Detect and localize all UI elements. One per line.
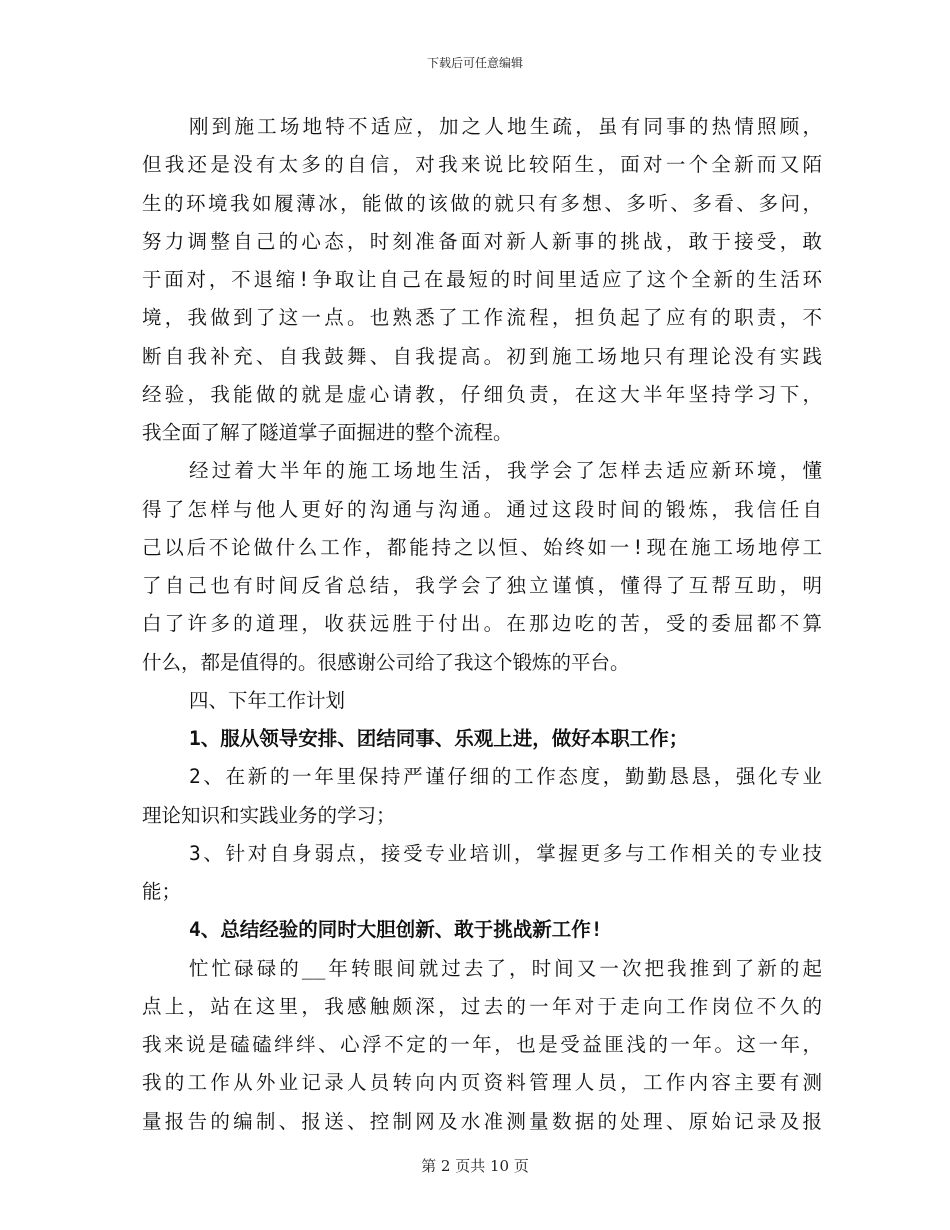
text-line: 理论知识和实践业务的学习； (142, 803, 396, 827)
text-line: 了自己也有时间反省总结，我学会了独立谨慎，懂得了互帮互助，明 (142, 574, 822, 597)
text-line: 努力调整自己的心态，时刻准备面对新人新事的挑战，敢于接受，敢 (142, 229, 822, 253)
text-line: 于面对，不退缩!争取让自己在最短的时间里适应了这个全新的生活环 (142, 268, 822, 291)
page-header: 下载后可任意编辑 (426, 56, 523, 70)
text-line: 经过着大半年的施工场地生活，我学会了怎样去适应新环境，懂 (189, 459, 822, 483)
text-line: 点上，站在这里，我感触颇深，过去的一年对于走向工作岗位不久的 (142, 994, 822, 1018)
text-line: 1、服从领导安排、团结同事、乐观上进，做好本职工作； (189, 727, 689, 750)
text-line: 生的环境我如履薄冰，能做的该做的就只有多想、多听、多看、多问， (142, 191, 822, 215)
text-line: 什么，都是值得的。很感谢公司给了我这个锻炼的平台。 (142, 650, 630, 674)
text-line: 我来说是磕磕绊绊、心浮不定的一年，也是受益匪浅的一年。这一年， (142, 1033, 822, 1056)
text-line: 己以后不论做什么工作，都能持之以恒、始终如一!现在施工场地停工 (142, 535, 822, 559)
text-line: 我的工作从外业记录人员转向内页资料管理人员，工作内容主要有测 (142, 1071, 822, 1095)
text-line: 量报告的编制、报送、控制网及水准测量数据的处理、原始记录及报 (142, 1109, 822, 1133)
text-line: 2、在新的一年里保持严谨仔细的工作态度，勤勤恳恳，强化专业 (189, 765, 822, 789)
text-line: 境，我做到了这一点。也熟悉了工作流程，担负起了应有的职责，不 (142, 306, 822, 330)
text-line: 四、下年工作计划 (189, 688, 346, 712)
text-line: 我全面了解了隧道掌子面掘进的整个流程。 (142, 421, 513, 444)
text-line: 能； (142, 880, 182, 903)
text-line: 断自我补充、自我鼓舞、自我提高。初到施工场地只有理论没有实践 (142, 344, 822, 368)
text-line: 得了怎样与他人更好的沟通与沟通。通过这段时间的锻炼，我信任自 (142, 497, 822, 521)
page-footer: 第 2 页共 10 页 (421, 1157, 529, 1175)
text-line: 但我还是没有太多的自信，对我来说比较陌生，面对一个全新而又陌 (142, 153, 822, 177)
text-line: 白了许多的道理，收获远胜于付出。在那边吃的苦，受的委屈都不算 (142, 612, 822, 636)
text-line: 经验，我能做的就是虚心请教，仔细负责，在这大半年坚持学习下， (142, 382, 822, 406)
text-line: 4、总结经验的同时大胆创新、敢于挑战新工作! (189, 918, 603, 942)
text-line: 3、针对自身弱点，接受专业培训，掌握更多与工作相关的专业技 (189, 841, 822, 865)
text-line: 刚到施工场地特不适应，加之人地生疏，虽有同事的热情照顾， (189, 115, 822, 138)
text-line: 忙忙碌碌的__年转眼间就过去了，时间又一次把我推到了新的起 (189, 956, 822, 980)
